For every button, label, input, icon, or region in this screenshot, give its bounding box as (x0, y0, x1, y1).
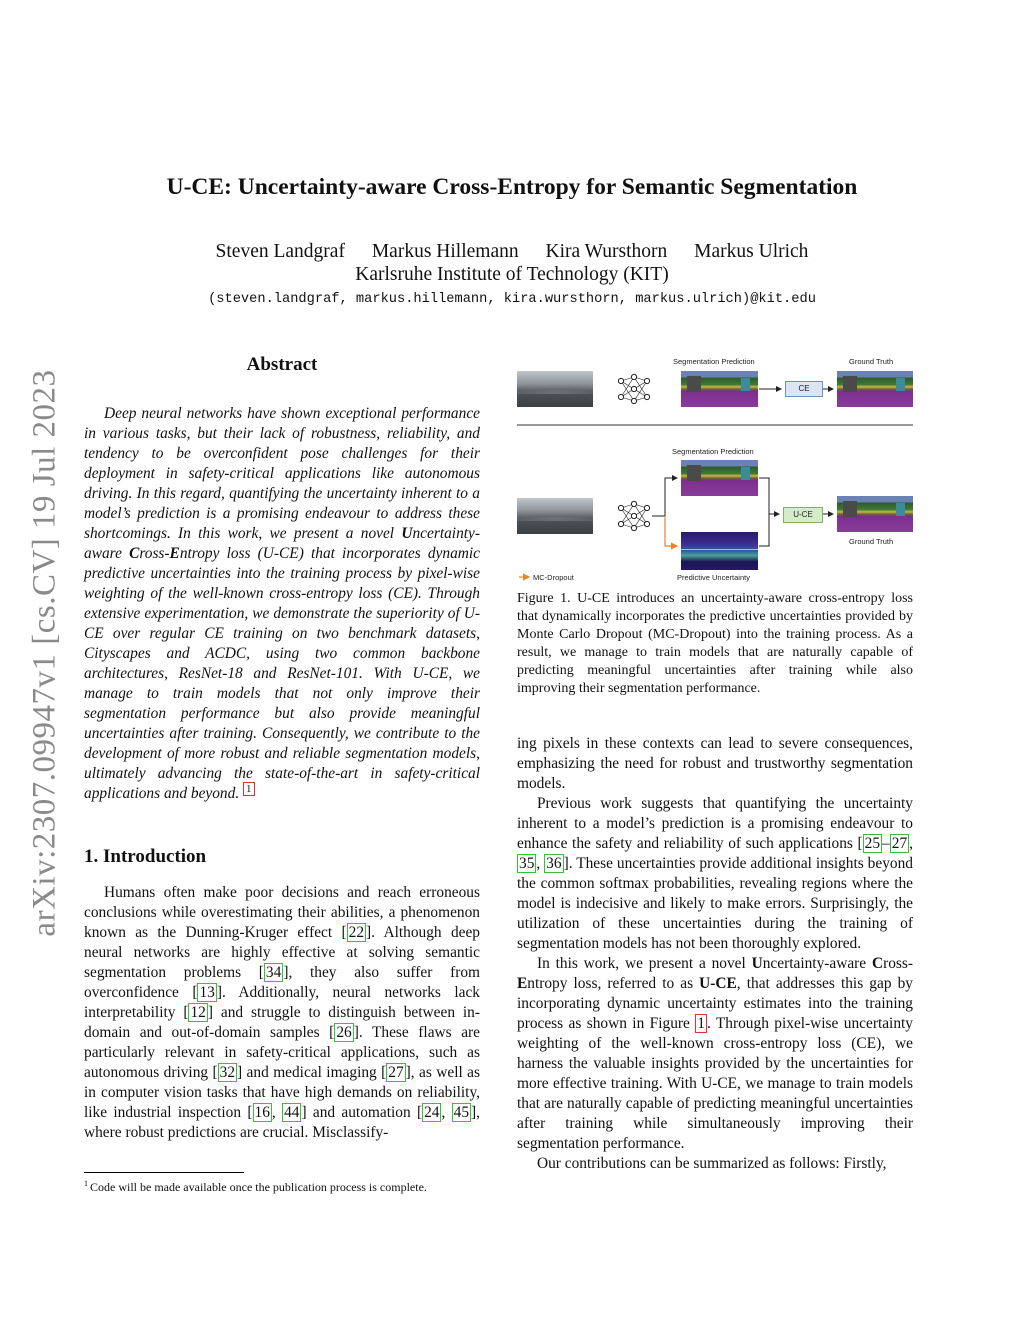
figure-ref-link[interactable]: 1 (697, 1015, 705, 1032)
footnote-text: Code will be made available once the publication process is complete. (90, 1180, 427, 1194)
text-segment: ], as well as in computer vision tasks that have high demands on reliability, like industrial inspection [ (84, 1064, 480, 1121)
abstract-acronym-rest: ntropy (179, 545, 220, 562)
text-segment: ]. These flaws are particularly relevant in safety-critical applications, such as autonomous driving [ (84, 1024, 480, 1081)
citation-link[interactable]: 26 (336, 1024, 352, 1041)
text-segment: Humans often make poor decisions and reach erroneous conclusions while overestimating their abilities, a phenomenon known as the Dunning-Kruger effect [ (84, 884, 480, 941)
abstract-acronym-rest: ross- (139, 545, 170, 562)
p3-acronym-e: E (517, 975, 528, 992)
segmentation-image-top (681, 371, 758, 407)
ground-truth-image-bottom (837, 496, 913, 532)
author: Markus Hillemann (371, 241, 519, 262)
arxiv-stamp-text: arXiv:2307.09947v1 [cs.CV] 19 Jul 2023 (26, 369, 63, 937)
intro-paragraph-2 (517, 794, 913, 954)
bottom-seg-label: Segmentation Prediction (672, 447, 754, 456)
p3-acronym-rest: ntropy loss, referred to as (527, 975, 700, 992)
figure-1 (517, 354, 913, 586)
abstract-heading: Abstract (246, 354, 318, 375)
bottom-gt-label: Ground Truth (849, 537, 894, 546)
text-segment: ] and medical imaging [ (237, 1064, 387, 1081)
citation-link[interactable]: 25 (864, 835, 881, 852)
ground-truth-image-top (837, 371, 913, 407)
abstract-text-a: Deep neural networks have shown exceptional performance in various tasks, but their lack of robustness, reliability, and tendency to be overconfident pose challenges for their deployment in safety-critical applications like autonomous driving. In this regard, quantifying the uncertainty inherent to a model’s prediction is a promising endeavour to address these shortcomings. In this work, we present a novel (84, 405, 480, 542)
network-icon-bottom (617, 500, 651, 532)
citation-link[interactable]: 27 (891, 835, 908, 852)
citation-link[interactable]: 45 (453, 1104, 470, 1121)
citation-link[interactable]: 27 (388, 1064, 404, 1081)
p3-acronym-u: U (751, 955, 763, 972)
right-column (517, 734, 913, 1174)
abstract-text (84, 404, 480, 804)
segmentation-image-bottom (681, 460, 758, 496)
footnote-divider (84, 1172, 244, 1173)
citation-link[interactable]: 16 (254, 1104, 270, 1121)
figure-caption: Figure 1. U-CE introduces an uncertainty-aware cross-entropy loss that dynamically incorporates the predictive uncertainties provided by Monte Carlo Dropout (MC-Dropout) into the training process. As a result, we manage to train models that are naturally capable of predicting meaningful uncertainties after training while also improving their segmentation performance. (517, 591, 913, 696)
top-gt-label: Ground Truth (849, 357, 894, 366)
intro-paragraph-1 (84, 883, 480, 1143)
citation-link[interactable]: 36 (546, 855, 562, 872)
arxiv-stamp (26, 363, 63, 943)
text-segment: Previous work suggests that quantifying the uncertainty inherent to a model’s prediction is a promising endeavour to enhance the safety and reliability of such applications [ (517, 795, 913, 852)
input-image-top (517, 371, 593, 407)
text-segment: ] and automation [ (301, 1104, 423, 1121)
text-segment: , (909, 835, 913, 852)
citation-link[interactable]: 22 (348, 924, 365, 941)
uce-box: U-CE (783, 507, 823, 523)
email-list: (steven.landgraf, markus.hillemann, kira.wursthorn, markus.ulrich)@kit.edu (208, 292, 816, 307)
author: Markus Ulrich (694, 241, 809, 262)
footnote-link[interactable]: 1 (243, 782, 255, 796)
p3-acronym-rest: ncertainty-aware (762, 955, 872, 972)
citation-link[interactable]: 13 (199, 984, 215, 1001)
p3-text-b: , that addresses this gap by incorporating dynamic uncertainty estimates into the training process as shown in Figure (517, 975, 913, 1032)
citation-link[interactable]: 35 (519, 855, 535, 872)
abstract-acronym-rest: ncertainty-aware (84, 525, 480, 562)
citation-link[interactable]: 34 (265, 964, 282, 981)
text-segment: , (271, 1104, 283, 1121)
abstract-acronym-u: U (401, 525, 413, 542)
input-image-bottom (517, 498, 593, 534)
intro-paragraph-1-continued: ing pixels in these contexts can lead to severe consequences, emphasizing the need for robust and trustworthy segmentation models. (517, 735, 913, 792)
arrow-to-uncertainty (665, 516, 677, 546)
citation-link[interactable]: 24 (424, 1104, 440, 1121)
paper-title: U-CE: Uncertainty-aware Cross-Entropy for Semantic Segmentation (166, 174, 858, 200)
intro-paragraph-3 (517, 954, 913, 1154)
affiliation: Karlsruhe Institute of Technology (KIT) (355, 264, 669, 285)
left-column (84, 354, 480, 1143)
text-segment: ], where robust predictions are crucial. Misclassify- (84, 1104, 480, 1141)
abstract-acronym-e: E (169, 545, 180, 562)
uncertainty-label: Predictive Uncertainty (677, 573, 750, 582)
arrow-unc-to-uce (759, 514, 769, 546)
citation-link[interactable]: 12 (190, 1004, 206, 1021)
ce-box: CE (785, 381, 823, 397)
footnote-mark: 1 (84, 1179, 88, 1188)
text-segment: , (441, 1104, 452, 1121)
footnote (84, 1179, 504, 1195)
top-seg-label: Segmentation Prediction (673, 357, 755, 366)
text-segment: ], they also suffer from overconfidence [ (84, 964, 480, 1001)
text-segment: ]. Additionally, neural networks lack interpretability [ (84, 984, 480, 1021)
text-segment: – (882, 835, 890, 852)
text-segment: ]. These uncertainties provide additional insights beyond the common softmax probabilities, revealing regions where the model is indecisive and likely to make errors. Surprisingly, the utilization of these uncertainties during the training of segmentation models has not been thoroughly explored. (517, 855, 913, 952)
uncertainty-image (681, 532, 758, 570)
arrow-seg-to-uce (759, 478, 779, 514)
text-segment: ] and struggle to distinguish between in-domain and out-of-domain samples [ (84, 1004, 480, 1041)
network-icon-top (617, 373, 651, 405)
intro-paragraph-4: Our contributions can be summarized as follows: Firstly, (537, 1155, 887, 1172)
citation-link[interactable]: 44 (284, 1104, 300, 1121)
text-segment: ]. Although deep neural networks are highly effective at solving semantic segmentation problems [ (84, 924, 480, 981)
author-list (0, 241, 1024, 263)
intro-heading: 1. Introduction (84, 846, 207, 867)
abstract-acronym-c: C (129, 545, 140, 562)
citation-link[interactable]: 32 (219, 1064, 236, 1081)
author: Kira Wursthorn (545, 241, 668, 262)
abstract-text-b: loss (U-CE) that incorporates dynamic predictive uncertainties into the training process by pixel-wise weighting of the well-known cross-entropy loss (CE). Through extensive experimentation, we demonstrate the superiority of U-CE over regular CE training on two benchmark datasets, Cityscapes and ACDC, using two common backbone architectures, ResNet-18 and ResNet-101. With U-CE, we manage to train models that not only improve their segmentation performance but also provide meaningful uncertainties after training. Consequently, we contribute to the development of more robust and reliable segmentation models, ultimately advancing the state-of-the-art in safety-critical applications and beyond. (84, 545, 480, 802)
p3-text-a: In this work, we present a novel (537, 955, 752, 972)
author: Steven Landgraf (215, 241, 345, 262)
p3-acronym-rest: ross- (883, 955, 913, 972)
text-segment: , (536, 855, 545, 872)
p3-text-c: . Through pixel-wise uncertainty weighting of the well-known cross-entropy loss (CE), we harness the valuable insights provided by the uncertainties for more effective training. With U-CE, we manage to train models that are naturally capable of predicting meaningful uncertainties after training while simultaneously improving their segmentation performance. (517, 1015, 913, 1152)
arrow-to-seg (665, 478, 677, 516)
p3-uce-term: U-CE (699, 975, 737, 992)
mc-dropout-label: MC-Dropout (533, 573, 574, 582)
p3-acronym-c: C (871, 955, 884, 972)
